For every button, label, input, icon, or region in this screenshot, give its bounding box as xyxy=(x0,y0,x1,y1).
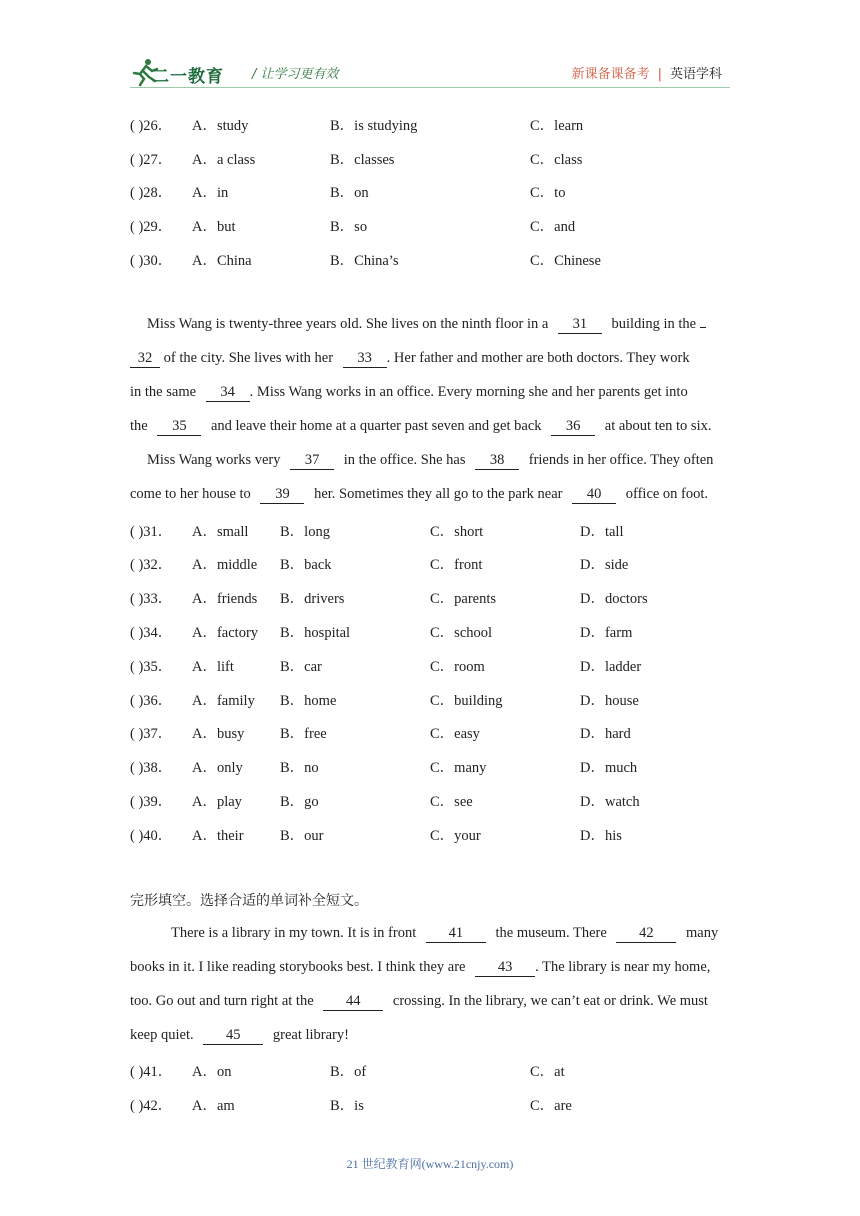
blank: 42 xyxy=(616,925,676,943)
blank: 33 xyxy=(343,350,387,368)
option-d: D．side xyxy=(580,557,629,573)
option-a: A．family xyxy=(192,693,255,709)
passage-line xyxy=(130,384,688,402)
passage-line xyxy=(130,350,690,368)
option-d: D．doctors xyxy=(580,591,648,607)
blank: 36 xyxy=(551,418,595,436)
passage-text: . Miss Wang works in an office. Every morning she and her parents get into xyxy=(249,384,688,400)
logo-text: 二一教育 xyxy=(152,67,224,87)
passage-line xyxy=(147,316,706,334)
passage-line xyxy=(171,925,718,943)
option-b: B．so xyxy=(330,219,368,235)
blank: 37 xyxy=(290,452,334,470)
blank: 41 xyxy=(426,925,486,943)
option-a: A．only xyxy=(192,760,243,776)
passage-text: her. Sometimes they all go to the park near xyxy=(314,486,563,502)
question-number: ( )27． xyxy=(130,152,173,168)
option-c: C．learn xyxy=(530,118,584,134)
blank: 35 xyxy=(157,418,201,436)
question-number: ( )37． xyxy=(130,726,173,742)
passage-line xyxy=(130,993,708,1011)
passage-line xyxy=(130,418,711,436)
option-c: C．and xyxy=(530,219,576,235)
option-d: D．farm xyxy=(580,625,633,641)
passage-text: come to her house to xyxy=(130,486,251,502)
option-d: D．ladder xyxy=(580,659,642,675)
option-a: A．study xyxy=(192,118,249,134)
option-a: A．but xyxy=(192,219,236,235)
option-c: C．your xyxy=(430,828,481,844)
passage-text: crossing. In the library, we can’t eat or drink. We must xyxy=(392,993,708,1009)
header-separator: | xyxy=(657,67,662,82)
blank: 39 xyxy=(260,486,304,504)
page-header xyxy=(130,55,730,89)
option-c: C．Chinese xyxy=(530,253,601,269)
passage-text: at about ten to six. xyxy=(604,418,712,434)
option-b: B．car xyxy=(280,659,322,675)
passage-line xyxy=(147,452,713,470)
option-a: A．middle xyxy=(192,557,258,573)
option-c: C．school xyxy=(430,625,493,641)
question-number: ( )40． xyxy=(130,828,173,844)
question-number: ( )38． xyxy=(130,760,173,776)
question-number: ( )35． xyxy=(130,659,173,675)
option-c: C．building xyxy=(430,693,503,709)
question-number: ( )32． xyxy=(130,557,173,573)
option-c: C．class xyxy=(530,152,583,168)
passage-text: friends in her office. They often xyxy=(528,452,714,468)
option-a: A．their xyxy=(192,828,244,844)
option-b: B．go xyxy=(280,794,319,810)
option-d: D．much xyxy=(580,760,638,776)
option-b: B．hospital xyxy=(280,625,351,641)
question-number: ( )28． xyxy=(130,185,173,201)
option-d: D．hard xyxy=(580,726,631,742)
logo xyxy=(130,55,240,89)
passage-text: There is a library in my town. It is in front xyxy=(171,925,417,941)
option-b: B．no xyxy=(280,760,319,776)
option-b: B．China’s xyxy=(330,253,399,269)
option-b: B．long xyxy=(280,524,330,540)
option-b: B．our xyxy=(280,828,324,844)
question-number: ( )30． xyxy=(130,253,173,269)
passage-text: and leave their home at a quarter past seven and get back xyxy=(210,418,542,434)
passage-text: keep quiet. xyxy=(130,1027,194,1043)
blank: 43 xyxy=(475,959,535,977)
option-b: B．classes xyxy=(330,152,395,168)
option-c: C．at xyxy=(530,1064,565,1080)
option-a: A．on xyxy=(192,1064,232,1080)
blank: 38 xyxy=(475,452,519,470)
option-b: B．of xyxy=(330,1064,367,1080)
option-a: A．am xyxy=(192,1098,235,1114)
blank: 40 xyxy=(572,486,616,504)
option-b: B．is xyxy=(330,1098,364,1114)
option-b: B．drivers xyxy=(280,591,345,607)
option-a: A．China xyxy=(192,253,252,269)
option-a: A．friends xyxy=(192,591,258,607)
passage-text: the museum. There xyxy=(495,925,607,941)
passage-text: Miss Wang works very xyxy=(147,452,281,468)
question-number: ( )42． xyxy=(130,1098,173,1114)
blank-start xyxy=(700,327,706,328)
option-c: C．short xyxy=(430,524,484,540)
header-divider xyxy=(130,87,730,88)
option-c: C．see xyxy=(430,794,473,810)
passage-text: of the city. She lives with her xyxy=(163,350,334,366)
option-a: A．a class xyxy=(192,152,256,168)
option-b: B．home xyxy=(280,693,337,709)
option-c: C．easy xyxy=(430,726,480,742)
passage-text: Miss Wang is twenty-three years old. She lives on the ninth floor in a xyxy=(147,316,549,332)
blank: 34 xyxy=(206,384,250,402)
question-number: ( )36． xyxy=(130,693,173,709)
blank: 44 xyxy=(323,993,383,1011)
passage-line xyxy=(130,959,710,977)
passage-text: too. Go out and turn right at the xyxy=(130,993,314,1009)
option-b: B．is studying xyxy=(330,118,418,134)
passage-text: many xyxy=(686,925,719,941)
option-d: D．house xyxy=(580,693,639,709)
question-number: ( )31． xyxy=(130,524,173,540)
option-d: D．tall xyxy=(580,524,624,540)
question-number: ( )41． xyxy=(130,1064,173,1080)
passage-text: the xyxy=(130,418,148,434)
passage-text: . The library is near my home, xyxy=(535,959,711,975)
question-number: ( )26． xyxy=(130,118,173,134)
blank: 32 xyxy=(130,350,160,368)
option-a: A．play xyxy=(192,794,242,810)
passage-text: in the office. She has xyxy=(343,452,466,468)
option-a: A．small xyxy=(192,524,249,540)
option-d: D．watch xyxy=(580,794,640,810)
question-number: ( )34． xyxy=(130,625,173,641)
passage-text: in the same xyxy=(130,384,197,400)
slogan: / 让学习更有效 xyxy=(252,67,339,82)
option-b: B．back xyxy=(280,557,332,573)
passage-text: books in it. I like reading storybooks best. I think they are xyxy=(130,959,466,975)
option-b: B．free xyxy=(280,726,327,742)
option-c: C．are xyxy=(530,1098,572,1114)
passage-text: office on foot. xyxy=(625,486,709,502)
option-c: C．front xyxy=(430,557,483,573)
passage-text: . Her father and mother are both doctors. They work xyxy=(386,350,690,366)
section-title: 完形填空。选择合适的单词补全短文。 xyxy=(130,893,368,909)
header-right xyxy=(572,63,722,82)
option-a: A．busy xyxy=(192,726,245,742)
passage-line xyxy=(130,486,708,504)
option-a: A．factory xyxy=(192,625,259,641)
question-number: ( )33． xyxy=(130,591,173,607)
header-tag-course: 新课备课备考 xyxy=(571,67,650,82)
blank: 31 xyxy=(558,316,602,334)
blank: 45 xyxy=(203,1027,263,1045)
option-b: B．on xyxy=(330,185,369,201)
page-footer: 21 世纪教育网(www.21cnjy.com) xyxy=(346,1157,514,1171)
option-a: A．in xyxy=(192,185,229,201)
question-number: ( )39． xyxy=(130,794,173,810)
header-subject: 英语学科 xyxy=(669,67,722,82)
option-c: C．to xyxy=(530,185,566,201)
passage-text: great library! xyxy=(272,1027,349,1043)
question-number: ( )29． xyxy=(130,219,173,235)
option-d: D．his xyxy=(580,828,622,844)
option-c: C．room xyxy=(430,659,485,675)
passage-line xyxy=(130,1027,349,1045)
option-c: C．parents xyxy=(430,591,497,607)
passage-text: building in the xyxy=(611,316,697,332)
option-a: A．lift xyxy=(192,659,234,675)
option-c: C．many xyxy=(430,760,487,776)
